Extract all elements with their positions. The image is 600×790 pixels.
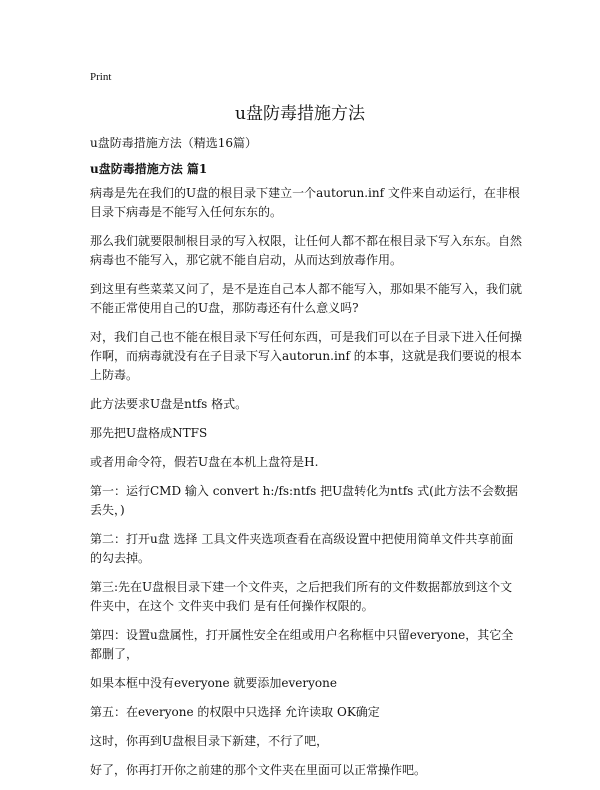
paragraph: 此方法要求U盘是ntfs 格式。: [90, 397, 248, 411]
paragraph: 病毒是先在我们的U盘的根目录下建立一个autorun.inf 文件来自动运行，在非根目录下病毒是不能写入任何东东的。: [90, 186, 520, 219]
paragraph: 那先把U盘格成NTFS: [90, 426, 208, 440]
paragraph: 好了，你再打开你之前建的那个文件夹在里面可以正常操作吧。: [90, 763, 427, 777]
paragraph: 第二：打开u盘 选择 工具文件夹选项查看在高级设置中把使用简单文件共享前面的勾去掉。: [90, 532, 514, 565]
print-label: Print: [90, 71, 112, 83]
paragraph: 第五：在everyone 的权限中只选择 允许读取 OK确定: [90, 705, 380, 719]
document-subtitle: u盘防毒措施方法（精选16篇）: [90, 136, 257, 150]
paragraph: 第三:先在U盘根目录下建一个文件夹，之后把我们所有的文件数据都放到这个文件夹中，在这个 文件夹中我们 是有任何操作权限的。: [90, 580, 513, 613]
document-title: u盘防毒措施方法: [235, 104, 365, 124]
body-text: [90, 184, 522, 790]
paragraph: 到这里有些菜菜又问了，是不是连自己本人都不能写入，那如果不能写入，我们就不能正常使用自己的U盘，那防毒还有什么意义吗?: [90, 282, 523, 315]
paragraph: 第一：运行CMD 输入 convert h:/fs:ntfs 把U盘转化为ntfs 式(此方法不会数据丢失，): [90, 484, 518, 517]
paragraph: 对，我们自己也不能在根目录下写任何东西，可是我们可以在子目录下进入任何操作啊，而病毒就没有在子目录下写入autorun.inf 的本事，这就是我们要说的根本上防毒。: [90, 330, 523, 382]
paragraph: 这时，你再到U盘根目录下新建，不行了吧，: [90, 734, 329, 748]
paragraph: 第四：设置u盘属性，打开属性安全在组或用户名称框中只留everyone，其它全都删了，: [90, 628, 514, 661]
section-heading: u盘防毒措施方法 篇1: [90, 162, 208, 176]
paragraph: 如果本框中没有everyone 就要添加everyone: [90, 676, 337, 690]
paragraph: 或者用命令符，假若U盘在本机上盘符是H.: [90, 455, 319, 469]
paragraph: 那么我们就要限制根目录的写入权限，让任何人都不都在根目录下写入东东。自然病毒也不能写入，那它就不能自启动，从而达到放毒作用。: [90, 234, 523, 267]
